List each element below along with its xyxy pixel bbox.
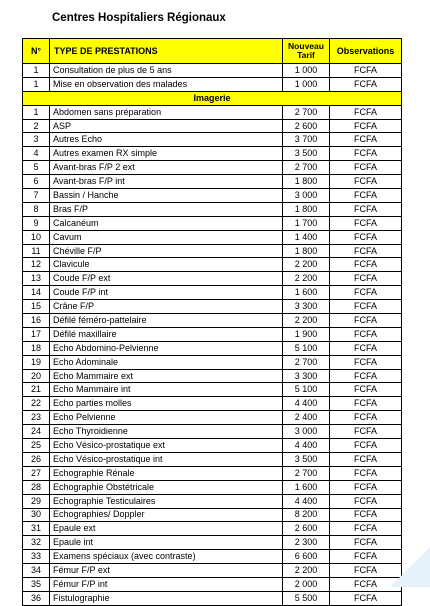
row-tarif: 3 000 <box>283 189 330 203</box>
row-prestation: Epaule int <box>50 536 283 550</box>
row-prestation: Défilé féméro-pattelaire <box>50 314 283 328</box>
row-observation: FCFA <box>330 577 402 591</box>
row-number: 9 <box>23 216 50 230</box>
table-row <box>23 189 402 203</box>
row-number: 26 <box>23 452 50 466</box>
row-tarif: 2 700 <box>283 466 330 480</box>
row-number: 16 <box>23 314 50 328</box>
row-number: 24 <box>23 425 50 439</box>
row-prestation: Echographie Testiculaires <box>50 494 283 508</box>
row-number: 35 <box>23 577 50 591</box>
row-number: 14 <box>23 286 50 300</box>
row-observation: FCFA <box>330 286 402 300</box>
row-tarif: 1 600 <box>283 286 330 300</box>
row-tarif: 6 600 <box>283 550 330 564</box>
row-prestation: Bras F/P <box>50 202 283 216</box>
table-row <box>23 327 402 341</box>
row-prestation: Fémur F/P int <box>50 577 283 591</box>
table-row <box>23 64 402 78</box>
header-num: N° <box>23 39 50 64</box>
section-title: Imagerie <box>23 91 402 105</box>
table-row <box>23 439 402 453</box>
row-prestation: Autres examen RX simple <box>50 147 283 161</box>
row-observation: FCFA <box>330 508 402 522</box>
row-observation: FCFA <box>330 119 402 133</box>
row-observation: FCFA <box>330 175 402 189</box>
row-observation: FCFA <box>330 258 402 272</box>
row-number: 34 <box>23 564 50 578</box>
row-observation: FCFA <box>330 64 402 78</box>
row-number: 10 <box>23 230 50 244</box>
table-row <box>23 175 402 189</box>
row-observation: FCFA <box>330 411 402 425</box>
row-prestation: Echo Thyroidienne <box>50 425 283 439</box>
row-number: 13 <box>23 272 50 286</box>
table-row <box>23 286 402 300</box>
row-prestation: Abdomen sans préparation <box>50 105 283 119</box>
row-prestation: Echo Abdomino-Pelvienne <box>50 341 283 355</box>
row-observation: FCFA <box>330 591 402 605</box>
row-prestation: Autres Echo <box>50 133 283 147</box>
row-number: 5 <box>23 161 50 175</box>
row-tarif: 2 700 <box>283 355 330 369</box>
row-prestation: Fémur F/P ext <box>50 564 283 578</box>
row-number: 32 <box>23 536 50 550</box>
row-prestation: Echo Pelvienne <box>50 411 283 425</box>
row-tarif: 2 700 <box>283 161 330 175</box>
row-tarif: 8 200 <box>283 508 330 522</box>
tariff-table <box>22 38 402 606</box>
row-number: 11 <box>23 244 50 258</box>
row-prestation: Coude F/P int <box>50 286 283 300</box>
table-row <box>23 161 402 175</box>
row-prestation: Calcanéum <box>50 216 283 230</box>
row-observation: FCFA <box>330 494 402 508</box>
table-row <box>23 591 402 605</box>
row-prestation: Mise en observation des malades <box>50 77 283 91</box>
row-observation: FCFA <box>330 327 402 341</box>
row-tarif: 1 800 <box>283 244 330 258</box>
table-row <box>23 508 402 522</box>
row-tarif: 1 000 <box>283 77 330 91</box>
row-number: 33 <box>23 550 50 564</box>
row-observation: FCFA <box>330 300 402 314</box>
row-prestation: Coude F/P ext <box>50 272 283 286</box>
row-prestation: Avant-bras F/P int <box>50 175 283 189</box>
row-tarif: 2 300 <box>283 536 330 550</box>
row-observation: FCFA <box>330 452 402 466</box>
row-tarif: 4 400 <box>283 439 330 453</box>
row-tarif: 2 200 <box>283 314 330 328</box>
row-observation: FCFA <box>330 230 402 244</box>
table-row <box>23 355 402 369</box>
row-tarif: 1 700 <box>283 216 330 230</box>
row-number: 22 <box>23 397 50 411</box>
row-tarif: 3 500 <box>283 452 330 466</box>
row-tarif: 2 200 <box>283 272 330 286</box>
row-tarif: 2 000 <box>283 577 330 591</box>
row-tarif: 2 400 <box>283 411 330 425</box>
row-number: 8 <box>23 202 50 216</box>
row-tarif: 1 400 <box>283 230 330 244</box>
row-tarif: 1 900 <box>283 327 330 341</box>
table-row <box>23 522 402 536</box>
row-tarif: 5 500 <box>283 591 330 605</box>
header-observations: Observations <box>330 39 402 64</box>
row-prestation: Echo Vésico-prostatique int <box>50 452 283 466</box>
document-title: Centres Hospitaliers Régionaux <box>52 12 226 24</box>
header-type: TYPE DE PRESTATIONS <box>50 39 283 64</box>
row-tarif: 2 600 <box>283 522 330 536</box>
row-observation: FCFA <box>330 383 402 397</box>
table-row <box>23 480 402 494</box>
row-prestation: Epaule ext <box>50 522 283 536</box>
row-observation: FCFA <box>330 439 402 453</box>
row-observation: FCFA <box>330 355 402 369</box>
row-observation: FCFA <box>330 369 402 383</box>
row-prestation: Examens spéciaux (avec contraste) <box>50 550 283 564</box>
row-prestation: Consultation de plus de 5 ans <box>50 64 283 78</box>
row-number: 25 <box>23 439 50 453</box>
header-tarif-line1: Nouveau <box>288 41 324 52</box>
row-tarif: 5 100 <box>283 341 330 355</box>
row-number: 20 <box>23 369 50 383</box>
table-row <box>23 550 402 564</box>
row-tarif: 3 300 <box>283 300 330 314</box>
row-observation: FCFA <box>330 189 402 203</box>
row-tarif: 1 000 <box>283 64 330 78</box>
row-prestation: Echo Mammaire int <box>50 383 283 397</box>
row-prestation: ASP <box>50 119 283 133</box>
table-row <box>23 119 402 133</box>
row-observation: FCFA <box>330 77 402 91</box>
table-row <box>23 369 402 383</box>
row-tarif: 3 000 <box>283 425 330 439</box>
row-tarif: 2 600 <box>283 119 330 133</box>
row-observation: FCFA <box>330 244 402 258</box>
table-row <box>23 383 402 397</box>
row-tarif: 3 500 <box>283 147 330 161</box>
row-observation: FCFA <box>330 522 402 536</box>
table-row <box>23 564 402 578</box>
table-row <box>23 230 402 244</box>
row-prestation: Echographie Rénale <box>50 466 283 480</box>
table-row <box>23 466 402 480</box>
row-prestation: Clavicule <box>50 258 283 272</box>
table-row <box>23 300 402 314</box>
row-prestation: Echo Mammaire ext <box>50 369 283 383</box>
row-observation: FCFA <box>330 536 402 550</box>
row-prestation: Fistulographie <box>50 591 283 605</box>
table-row <box>23 202 402 216</box>
row-observation: FCFA <box>330 480 402 494</box>
table-row <box>23 105 402 119</box>
row-number: 29 <box>23 494 50 508</box>
row-number: 1 <box>23 64 50 78</box>
row-observation: FCFA <box>330 564 402 578</box>
row-observation: FCFA <box>330 314 402 328</box>
table-row <box>23 577 402 591</box>
table-row <box>23 341 402 355</box>
table-row <box>23 452 402 466</box>
row-tarif: 5 100 <box>283 383 330 397</box>
row-prestation: Echo parties molles <box>50 397 283 411</box>
header-tarif-line2: Tarif <box>297 50 315 60</box>
row-tarif: 1 600 <box>283 480 330 494</box>
row-number: 17 <box>23 327 50 341</box>
section-row-imagerie <box>23 91 402 105</box>
row-prestation: Echo Adominale <box>50 355 283 369</box>
row-observation: FCFA <box>330 466 402 480</box>
row-tarif: 2 200 <box>283 564 330 578</box>
row-number: 1 <box>23 105 50 119</box>
row-number: 18 <box>23 341 50 355</box>
row-observation: FCFA <box>330 147 402 161</box>
row-number: 19 <box>23 355 50 369</box>
row-prestation: Bassin / Hanche <box>50 189 283 203</box>
row-observation: FCFA <box>330 202 402 216</box>
row-tarif: 3 700 <box>283 133 330 147</box>
row-prestation: Avant-bras F/P 2 ext <box>50 161 283 175</box>
row-prestation: Chéville F/P <box>50 244 283 258</box>
row-observation: FCFA <box>330 272 402 286</box>
row-number: 23 <box>23 411 50 425</box>
row-observation: FCFA <box>330 161 402 175</box>
row-number: 30 <box>23 508 50 522</box>
table-row <box>23 133 402 147</box>
row-observation: FCFA <box>330 425 402 439</box>
header-tarif <box>283 39 330 64</box>
table-row <box>23 272 402 286</box>
row-number: 28 <box>23 480 50 494</box>
row-observation: FCFA <box>330 397 402 411</box>
page-corner-decoration <box>390 547 430 587</box>
table-row <box>23 425 402 439</box>
row-tarif: 4 400 <box>283 494 330 508</box>
row-tarif: 2 200 <box>283 258 330 272</box>
row-number: 31 <box>23 522 50 536</box>
row-number: 21 <box>23 383 50 397</box>
row-prestation: Echo Vésico-prostatique ext <box>50 439 283 453</box>
row-number: 4 <box>23 147 50 161</box>
row-observation: FCFA <box>330 133 402 147</box>
table-row <box>23 258 402 272</box>
row-observation: FCFA <box>330 105 402 119</box>
row-number: 3 <box>23 133 50 147</box>
row-prestation: Echographie Obstétricale <box>50 480 283 494</box>
table-header-row <box>23 39 402 64</box>
row-observation: FCFA <box>330 216 402 230</box>
table-row <box>23 77 402 91</box>
table-row <box>23 411 402 425</box>
row-prestation: Cavum <box>50 230 283 244</box>
row-tarif: 1 800 <box>283 175 330 189</box>
table-row <box>23 147 402 161</box>
table-row <box>23 216 402 230</box>
row-tarif: 2 700 <box>283 105 330 119</box>
table-row <box>23 494 402 508</box>
table-row <box>23 397 402 411</box>
row-number: 12 <box>23 258 50 272</box>
row-number: 7 <box>23 189 50 203</box>
row-number: 2 <box>23 119 50 133</box>
row-prestation: Echographies/ Doppler <box>50 508 283 522</box>
row-prestation: Défilé maxillaire <box>50 327 283 341</box>
table-row <box>23 314 402 328</box>
row-tarif: 4 400 <box>283 397 330 411</box>
table-row <box>23 244 402 258</box>
row-number: 36 <box>23 591 50 605</box>
row-observation: FCFA <box>330 341 402 355</box>
row-tarif: 3 300 <box>283 369 330 383</box>
table-row <box>23 536 402 550</box>
row-tarif: 1 800 <box>283 202 330 216</box>
row-prestation: Crâne F/P <box>50 300 283 314</box>
row-number: 15 <box>23 300 50 314</box>
row-observation: FCFA <box>330 550 402 564</box>
row-number: 1 <box>23 77 50 91</box>
row-number: 27 <box>23 466 50 480</box>
row-number: 6 <box>23 175 50 189</box>
